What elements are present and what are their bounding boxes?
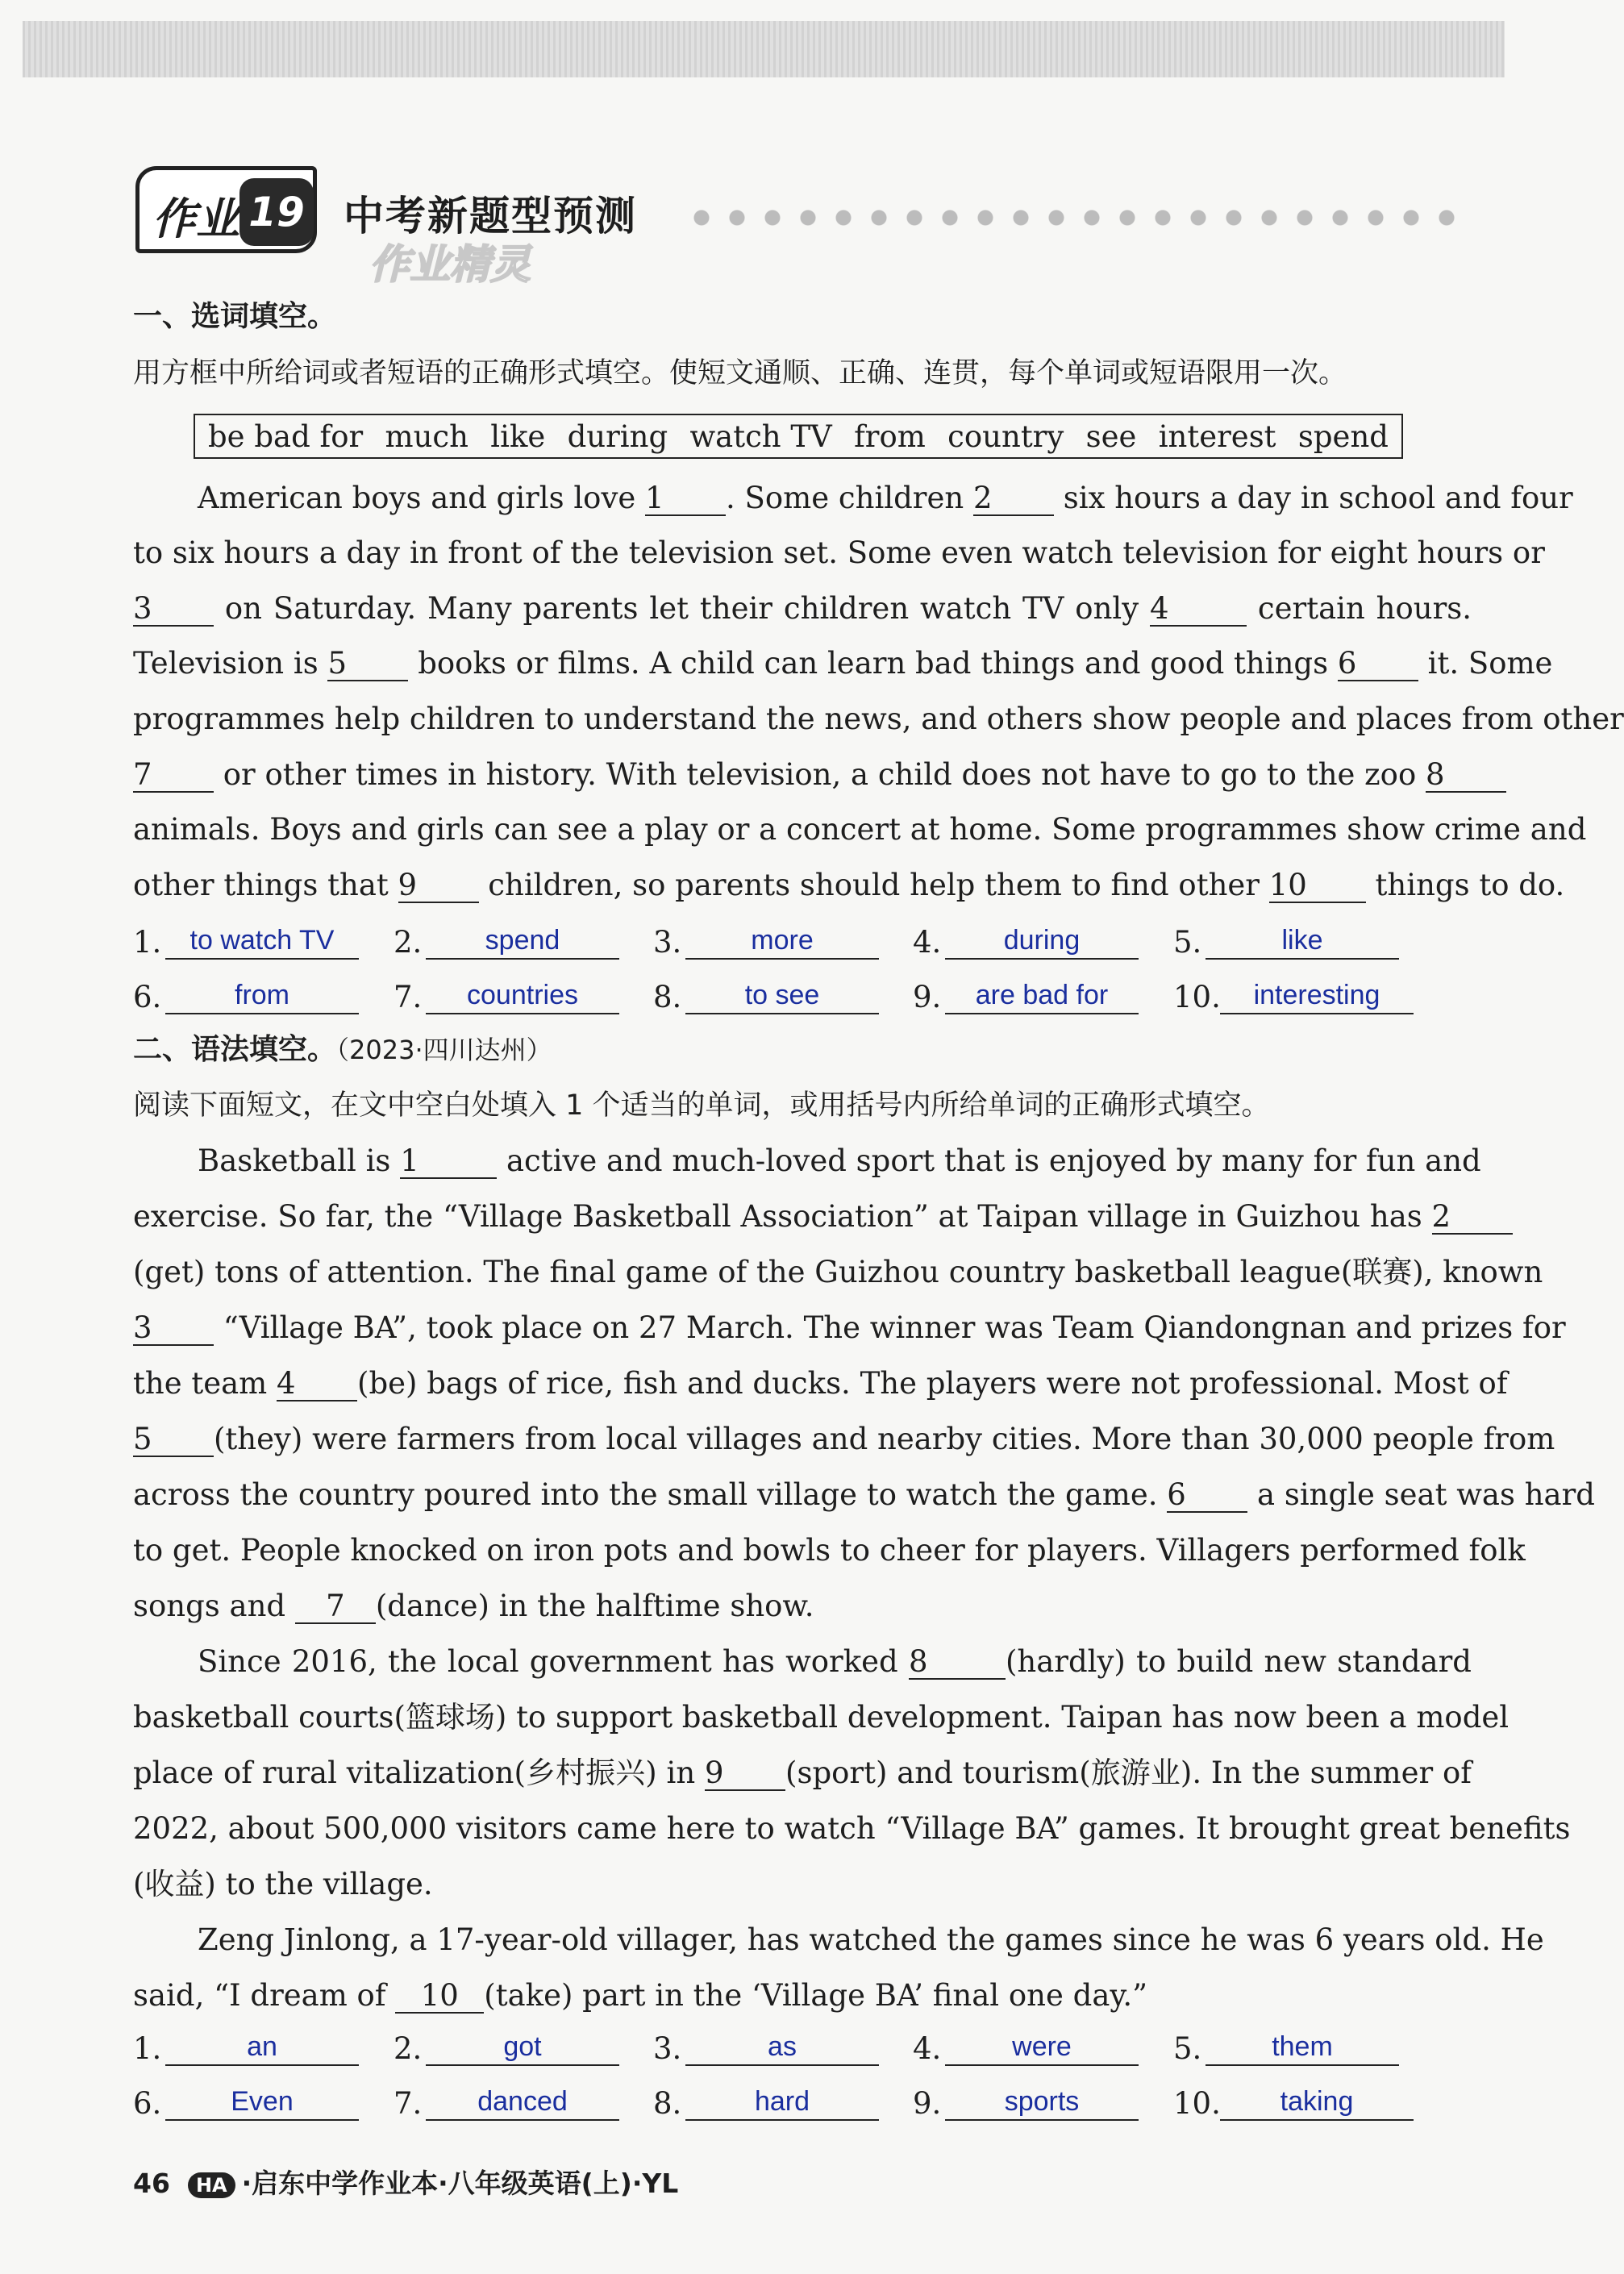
blank: 2 bbox=[1432, 1201, 1513, 1235]
text: place of rural vitalization(乡村振兴) in bbox=[133, 1755, 696, 1790]
answer-item bbox=[133, 919, 359, 960]
word-box-item: spend bbox=[1297, 419, 1389, 454]
answer-number: 1. bbox=[133, 925, 162, 960]
text: active and much-loved sport that is enjoyed by many for fun and bbox=[506, 1143, 1481, 1178]
text: six hours a day in school and four bbox=[1063, 481, 1573, 515]
answer-item bbox=[1173, 919, 1399, 960]
answer-item bbox=[1173, 2080, 1415, 2121]
answer-item bbox=[394, 974, 619, 1014]
answer-value: from bbox=[165, 977, 359, 1014]
passage2-line: to get. People knocked on iron pots and bowls to cheer for players. Villagers performed folk bbox=[133, 1533, 1526, 1568]
passage1-line bbox=[133, 756, 1472, 793]
watermark-logo: 作业精灵 bbox=[369, 241, 531, 288]
passage1-line bbox=[133, 480, 1573, 517]
answer-value: to watch TV bbox=[165, 923, 359, 960]
passage2-line bbox=[133, 1421, 1555, 1458]
blank: 5 bbox=[133, 1423, 214, 1457]
text: Since 2016, the local government has worked bbox=[198, 1644, 898, 1679]
answer-number: 2. bbox=[394, 925, 423, 960]
text: Television is bbox=[133, 646, 319, 681]
answer-number: 8. bbox=[653, 2086, 682, 2121]
answer-item bbox=[394, 919, 619, 960]
answer-number: 3. bbox=[653, 2031, 682, 2066]
text: . Some children bbox=[726, 481, 964, 515]
word-box-item: like bbox=[490, 419, 546, 454]
passage1-line: animals. Boys and girls can see a play or a concert at home. Some programmes show crime and bbox=[133, 812, 1587, 847]
answer-value: hard bbox=[685, 2084, 879, 2121]
word-box-item: much bbox=[385, 419, 468, 454]
answer-item bbox=[913, 919, 1139, 960]
answer-number: 7. bbox=[394, 980, 423, 1014]
blank: 4 bbox=[277, 1368, 357, 1401]
page-number: 46 bbox=[133, 2168, 170, 2199]
answer-value: to see bbox=[685, 977, 879, 1014]
answer-number: 5. bbox=[1173, 2031, 1202, 2066]
blank: 1 bbox=[400, 1145, 497, 1179]
text: (be) bags of rice, fish and ducks. The players were not professional. Most of bbox=[357, 1366, 1508, 1401]
word-box-item: during bbox=[567, 419, 668, 454]
blank: 9 bbox=[705, 1757, 785, 1791]
part2-source: （2023·四川达州） bbox=[336, 1035, 552, 1065]
text: (they) were farmers from local villages and nearby cities. More than 30,000 people from bbox=[214, 1422, 1555, 1456]
blank: 2 bbox=[973, 482, 1054, 516]
text: American boys and girls love bbox=[198, 481, 636, 515]
word-box-item: from bbox=[854, 419, 926, 454]
text: Basketball is bbox=[198, 1143, 391, 1178]
blank: 10 bbox=[1269, 869, 1366, 903]
text: children, so parents should help them to find other bbox=[488, 868, 1260, 902]
blank: 6 bbox=[1338, 648, 1418, 681]
answer-number: 9. bbox=[913, 2086, 942, 2121]
blank: 4 bbox=[1150, 593, 1247, 627]
text: books or films. A child can learn bad things and good things bbox=[418, 646, 1329, 681]
passage2-line bbox=[133, 1310, 1566, 1347]
blank: 10 bbox=[395, 1980, 484, 2014]
answer-item bbox=[913, 2080, 1139, 2121]
answer-number: 7. bbox=[394, 2086, 423, 2121]
blank: 7 bbox=[295, 1590, 376, 1624]
book-title: ·启东中学作业本·八年级英语(上)·YL bbox=[241, 2168, 679, 2199]
answer-value: Even bbox=[165, 2084, 359, 2121]
passage2-line bbox=[133, 1922, 1544, 1959]
answer-value: were bbox=[945, 2029, 1139, 2066]
answer-value: more bbox=[685, 923, 879, 960]
passage2-line bbox=[133, 1977, 1147, 2014]
answer-number: 5. bbox=[1173, 925, 1202, 960]
assignment-number: 19 bbox=[239, 178, 314, 246]
blank: 8 bbox=[909, 1646, 1006, 1680]
answer-item bbox=[133, 2026, 359, 2066]
passage1-line: programmes help children to understand the news, and others show people and places from other bbox=[133, 702, 1624, 736]
answer-number: 1. bbox=[133, 2031, 162, 2066]
answer-value: interesting bbox=[1220, 977, 1414, 1014]
answer-value: taking bbox=[1220, 2084, 1414, 2121]
answer-item bbox=[913, 2026, 1139, 2066]
text: things to do. bbox=[1375, 868, 1565, 902]
text: the team bbox=[133, 1366, 268, 1401]
word-box-item: watch TV bbox=[689, 419, 832, 454]
answer-value: them bbox=[1206, 2029, 1399, 2066]
text: (hardly) to build new standard bbox=[1005, 1644, 1472, 1679]
answer-number: 8. bbox=[653, 980, 682, 1014]
text: a single seat was hard bbox=[1257, 1477, 1595, 1512]
answer-item bbox=[653, 2026, 879, 2066]
passage1-line bbox=[133, 645, 1553, 682]
page-footer bbox=[133, 2163, 678, 2201]
passage2-line bbox=[133, 1755, 1472, 1792]
answer-item bbox=[653, 2080, 879, 2121]
publisher-badge: HA bbox=[188, 2172, 235, 2198]
answer-item bbox=[653, 919, 879, 960]
assignment-header bbox=[135, 161, 1474, 288]
answer-value: an bbox=[165, 2029, 359, 2066]
passage2-line: basketball courts(篮球场) to support basketball development. Taipan has now been a model bbox=[133, 1700, 1509, 1735]
passage2-line: 2022, about 500,000 visitors came here to watch “Village BA” games. It brought great benefits bbox=[133, 1811, 1571, 1846]
passage2-line bbox=[133, 1476, 1595, 1514]
text: (take) part in the ‘Village BA’ final one day.” bbox=[484, 1978, 1148, 2013]
answer-number: 6. bbox=[133, 2086, 162, 2121]
answer-number: 10. bbox=[1173, 2086, 1221, 2121]
text: it. Some bbox=[1427, 646, 1553, 681]
passage1-line: to six hours a day in front of the television set. Some even watch television for eight hours or bbox=[133, 535, 1545, 570]
answer-value: like bbox=[1206, 923, 1399, 960]
passage2-line bbox=[133, 1143, 1481, 1180]
answer-value: sports bbox=[945, 2084, 1139, 2121]
passage2-line: (get) tons of attention. The final game of the Guizhou country basketball league(联赛), known bbox=[133, 1255, 1543, 1289]
answer-item bbox=[1173, 2026, 1399, 2066]
answer-value: spend bbox=[426, 923, 619, 960]
blank: 5 bbox=[327, 648, 408, 681]
answer-item bbox=[394, 2026, 619, 2066]
text: or other times in history. With television, a child does not have to go to the zoo bbox=[223, 757, 1417, 792]
word-box-item: be bad for bbox=[208, 419, 364, 454]
text: certain hours. bbox=[1257, 591, 1472, 626]
answer-number: 4. bbox=[913, 2031, 942, 2066]
scanned-top-band bbox=[23, 21, 1505, 77]
answer-number: 9. bbox=[913, 980, 942, 1014]
decorative-dots bbox=[684, 208, 1474, 227]
part2-heading-row bbox=[133, 1031, 552, 1068]
passage2-line bbox=[133, 1198, 1472, 1235]
answer-number: 10. bbox=[1173, 980, 1221, 1014]
answer-item bbox=[133, 2080, 359, 2121]
text: said, “I dream of bbox=[133, 1978, 386, 2013]
blank: 1 bbox=[645, 482, 726, 516]
part2-instruction: 阅读下面短文，在文中空白处填入 1 个适当的单词，或用括号内所给单词的正确形式填空。 bbox=[133, 1089, 1270, 1122]
answer-number: 2. bbox=[394, 2031, 423, 2066]
blank: 3 bbox=[133, 593, 214, 627]
passage2-line bbox=[133, 1588, 814, 1625]
passage2-line bbox=[133, 1643, 1472, 1681]
word-box-item: country bbox=[947, 419, 1064, 454]
passage1-line bbox=[133, 867, 1565, 904]
blank: 9 bbox=[398, 869, 479, 903]
answer-item bbox=[653, 974, 879, 1014]
text: across the country poured into the small village to watch the game. bbox=[133, 1477, 1158, 1512]
part1-instruction: 用方框中所给词或者短语的正确形式填空。使短文通顺、正确、连贯，每个单词或短语限用一次。 bbox=[133, 357, 1347, 389]
blank: 3 bbox=[133, 1312, 214, 1346]
answer-value: got bbox=[426, 2029, 619, 2066]
text: exercise. So far, the “Village Basketball Association” at Taipan village in Guizhou has bbox=[133, 1199, 1422, 1234]
answer-item bbox=[394, 2080, 619, 2121]
answer-value: are bad for bbox=[945, 977, 1139, 1014]
answer-number: 6. bbox=[133, 980, 162, 1014]
blank: 6 bbox=[1167, 1479, 1247, 1513]
word-box-item: interest bbox=[1158, 419, 1276, 454]
answer-item bbox=[133, 974, 359, 1014]
text: on Saturday. Many parents let their children watch TV only bbox=[224, 591, 1139, 626]
answer-item bbox=[913, 974, 1139, 1014]
word-box-item: see bbox=[1085, 419, 1137, 454]
text: songs and bbox=[133, 1589, 286, 1623]
passage2-line bbox=[133, 1365, 1508, 1402]
assignment-label: 作业 bbox=[152, 194, 239, 244]
word-box bbox=[194, 414, 1403, 459]
blank: 8 bbox=[1426, 759, 1506, 793]
answer-number: 4. bbox=[913, 925, 942, 960]
answer-value: countries bbox=[426, 977, 619, 1014]
text: (sport) and tourism(旅游业). In the summer of bbox=[785, 1755, 1472, 1790]
assignment-tab bbox=[135, 166, 317, 253]
passage2-line: (收益) to the village. bbox=[133, 1867, 433, 1901]
answer-value: danced bbox=[426, 2084, 619, 2121]
part2-heading: 二、语法填空。 bbox=[133, 1033, 337, 1066]
text: “Village BA”, took place on 27 March. The winner was Team Qiandongnan and prizes for bbox=[223, 1310, 1566, 1345]
answer-value: during bbox=[945, 923, 1139, 960]
answer-number: 3. bbox=[653, 925, 682, 960]
answer-value: as bbox=[685, 2029, 879, 2066]
text: other things that bbox=[133, 868, 389, 902]
answer-item bbox=[1173, 974, 1415, 1014]
text: Zeng Jinlong, a 17-year-old villager, has watched the games since he was 6 years old. He bbox=[198, 1922, 1544, 1957]
text: (dance) in the halftime show. bbox=[375, 1589, 814, 1623]
passage1-line bbox=[133, 590, 1472, 627]
part1-heading: 一、选词填空。 bbox=[133, 300, 337, 333]
section-title: 中考新题型预测 bbox=[344, 193, 637, 239]
blank: 7 bbox=[133, 759, 214, 793]
